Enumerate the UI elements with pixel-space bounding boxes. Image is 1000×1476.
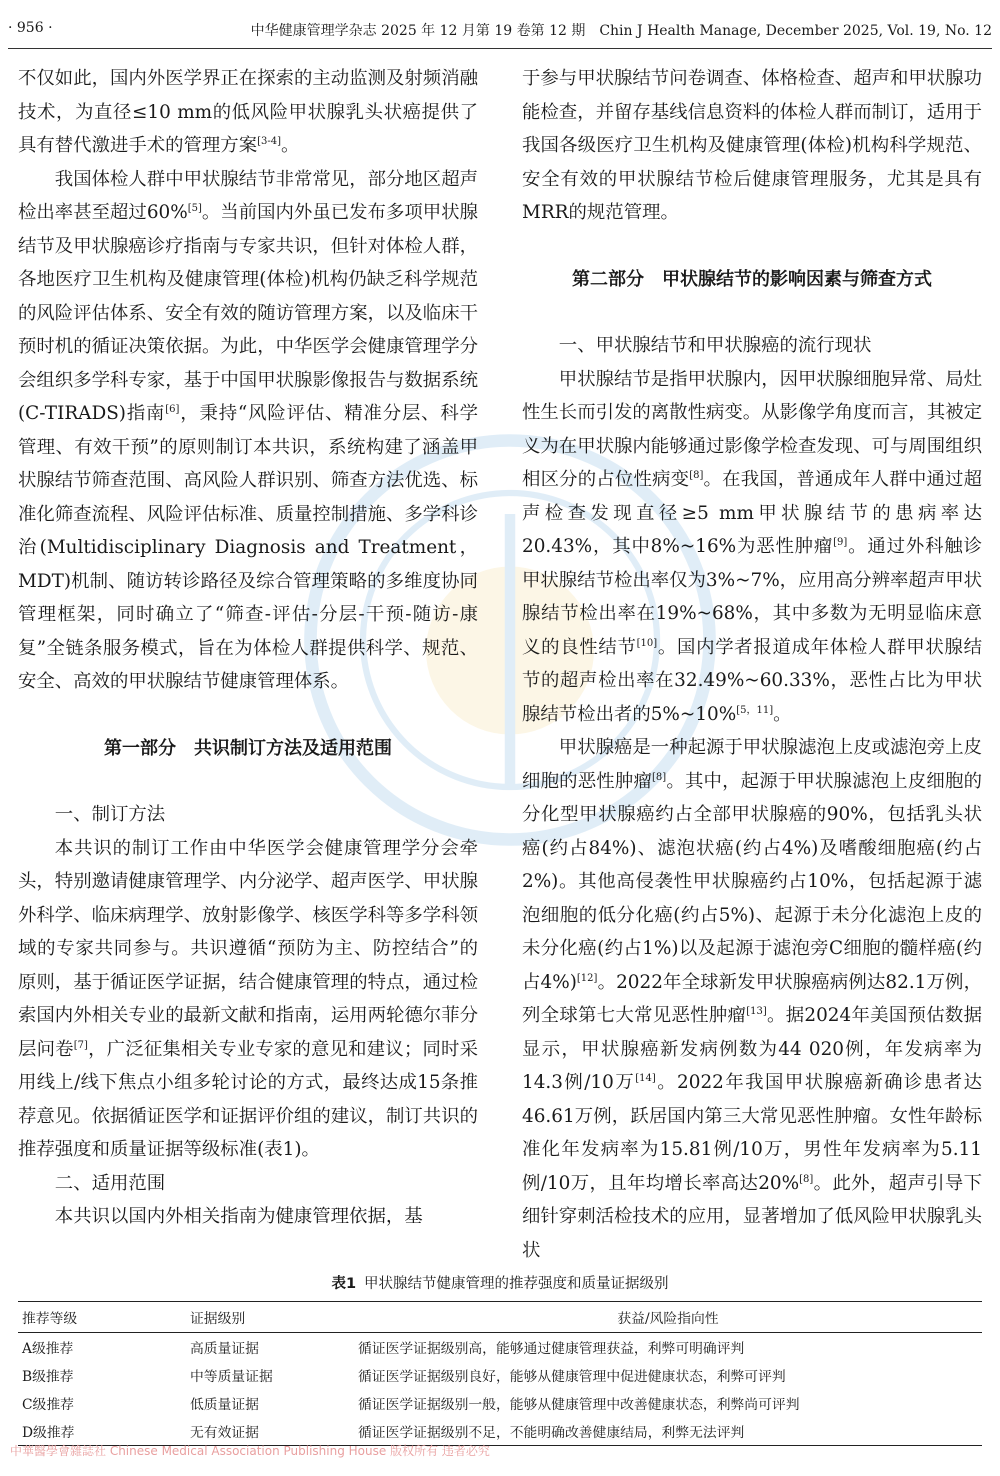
paragraph: 不仅如此，国内外医学界正在探索的主动监测及射频消融技术，为直径≤10 mm的低风险甲状腺乳头状癌提供了具有替代激进手术的管理方案[3-4]。	[18, 68, 478, 156]
table-cell: 循证医学证据级别一般，能够从健康管理中改善健康状态，利弊尚可评判	[358, 1397, 800, 1413]
table-cell: D级推荐	[22, 1425, 75, 1441]
subsection-heading: 一、甲状腺结节和甲状腺癌的流行现状	[558, 335, 872, 356]
section-heading-part-1: 第一部分 共识制订方法及适用范围	[104, 737, 392, 759]
table-cell: 无有效证据	[190, 1425, 259, 1441]
journal-citation: 中华健康管理学杂志 2025 年 12 月第 19 卷第 12 期 Chin J Health Manage, December 2025, Vol. 19, No. 12	[250, 23, 992, 39]
table-cell: B级推荐	[22, 1369, 74, 1385]
table-header-row	[18, 1302, 982, 1333]
header-rule	[8, 48, 992, 49]
paragraph: 我国体检人群中甲状腺结节非常常见，部分地区超声检出率甚至超过60%[5]。当前国内外虽已发布多项甲状腺结节及甲状腺癌诊疗指南与专家共识，但针对体检人群，各地医疗卫生机构及健康管理(体检)机构仍缺乏科学规范的风险评估体系、安全有效的随访管理方案，以及临床干预时机的循证决策依据。为此，中华医学会健康管理学分会组织多学科专家，基于中国甲状腺影像报告与数据系统(C-TIRADS)指南[6]，秉持“风险评估、精准分层、科学管理、有效干预”的原则制订本共识，系统构建了涵盖甲状腺结节筛查范围、高风险人群识别、筛查方法优选、标准化筛查流程、风险评估标准、质量控制措施、多学科诊治(Multidisciplinary Diagnosis and Treatment，MDT)机制、随访转诊路径及综合管理策略的多维度协同管理框架，同时确立了“筛查-评估-分层-干预-随访-康复”全链条服务模式，旨在为体检人群提供科学、规范、安全、高效的甲状腺结节健康管理体系。	[18, 168, 479, 692]
paragraph: 本共识的制订工作由中华医学会健康管理学分会牵头，特别邀请健康管理学、内分泌学、超声医学、甲状腺外科学、临床病理学、放射影像学、核医学科等多学科领域的专家共同参与。共识遵循“预防为主、防控结合”的原则，基于循证医学证据，结合健康管理的特点，通过检索国内外相关专业的最新文献和指南，运用两轮德尔菲分层问卷[7]，广泛征集相关专业专家的意见和建议；同时采用线上/线下焦点小组多轮讨论的方式，最终达成15条推荐意见。依据循证医学和证据评价组的建议，制订共识的推荐强度和质量证据等级标准(表1)。	[18, 837, 478, 1160]
paragraph: 于参与甲状腺结节问卷调查、体格检查、超声和甲状腺功能检查，并留存基线信息资料的体检人群而制订，适用于我国各级医疗卫生机构及健康管理(体检)机构科学规范、安全有效的甲状腺结节检后健康管理服务，尤其是具有MRR的规范管理。	[522, 68, 982, 223]
paragraph: 甲状腺癌是一种起源于甲状腺滤泡上皮或滤泡旁上皮细胞的恶性肿瘤[8]。其中，起源于甲状腺滤泡上皮细胞的分化型甲状腺癌约占全部甲状腺癌的90%，包括乳头状癌(约占84%)、滤泡状癌(约占4%)及嗜酸细胞癌(约占2%)。其他高侵袭性甲状腺癌约占10%，包括起源于滤泡细胞的低分化癌(约占5%)、起源于未分化滤泡上皮的未分化癌(约占1%)以及起源于滤泡旁C细胞的髓样癌(约占4%)[12]。2022年全球新发甲状腺癌病例达82.1万例，列全球第七大常见恶性肿瘤[13]。据2024年美国预估数据显示，甲状腺癌新发病例数为44 020例，年发病率为14.3例/10万[14]。2022年我国甲状腺癌新确诊患者达46.61万例，跃居国内第三大常见恶性肿瘤。女性年龄标准化年发病率为15.81例/10万，男性年发病率为5.11例/10万，且年均增长率高达20%[8]。此外，超声引导下细针穿刺活检技术的应用，显著增加了低风险甲状腺乳头状	[522, 737, 983, 1261]
recommendation-table	[18, 1301, 982, 1446]
column-header: 获益/风险指向性	[617, 1311, 719, 1327]
page-header	[8, 14, 992, 48]
subsection-heading: 一、制订方法	[54, 804, 166, 825]
publisher-seal: 中華醫學會雜誌社 Chinese Medical Association Publishing House 版权所有 违者必究	[10, 1444, 490, 1458]
table-cell: 循证医学证据级别高，能够通过健康管理获益，利弊可明确评判	[358, 1341, 745, 1357]
paragraph: 甲状腺结节是指甲状腺内，因甲状腺细胞异常、局灶性生长而引发的离散性病变。从影像学角度而言，其被定义为在甲状腺内能够通过影像学检查发现、可与周围组织相区分的占位性病变[8]。在我国，普通成年人群中通过超声检查发现直径≥5 mm甲状腺结节的患病率达20.43%，其中8%~16%为恶性肿瘤[9]。通过外科触诊甲状腺结节检出率仅为3%~7%，应用高分辨率超声甲状腺结节检出率在19%~68%，其中多数为无明显临床意义的良性结节[10]。国内学者报道成年体检人群甲状腺结节的超声检出率在32.49%~60.33%，恶性占比为甲状腺结节检出者的5%~10%[5，11]。	[522, 368, 982, 725]
table-row	[18, 1333, 982, 1362]
table-cell: 高质量证据	[190, 1341, 259, 1357]
table-1	[18, 1272, 982, 1446]
paragraph: 本共识以国内外相关指南为健康管理依据，基	[54, 1206, 423, 1227]
subsection-heading: 二、适用范围	[54, 1172, 166, 1194]
right-column	[522, 62, 982, 1267]
table-cell: 低质量证据	[190, 1397, 259, 1413]
table-cell: A级推荐	[22, 1341, 74, 1357]
left-column	[18, 62, 478, 1234]
page-number: · 956 ·	[8, 20, 53, 36]
column-header: 推荐等级	[22, 1311, 78, 1327]
table-caption: 表1 甲状腺结节健康管理的推荐强度和质量证据级别	[331, 1276, 669, 1292]
table-cell: 循证医学证据级别良好，能够从健康管理中促进健康状态，利弊可评判	[358, 1369, 786, 1385]
section-heading-part-2: 第二部分 甲状腺结节的影响因素与筛查方式	[572, 268, 932, 290]
table-row	[18, 1389, 982, 1417]
column-header: 证据级别	[190, 1311, 246, 1327]
table-cell: 循证医学证据级别不足，不能明确改善健康结局，利弊无法评判	[358, 1425, 745, 1441]
table-cell: C级推荐	[22, 1397, 74, 1413]
table-row	[18, 1361, 982, 1389]
table-cell: 中等质量证据	[190, 1369, 273, 1385]
